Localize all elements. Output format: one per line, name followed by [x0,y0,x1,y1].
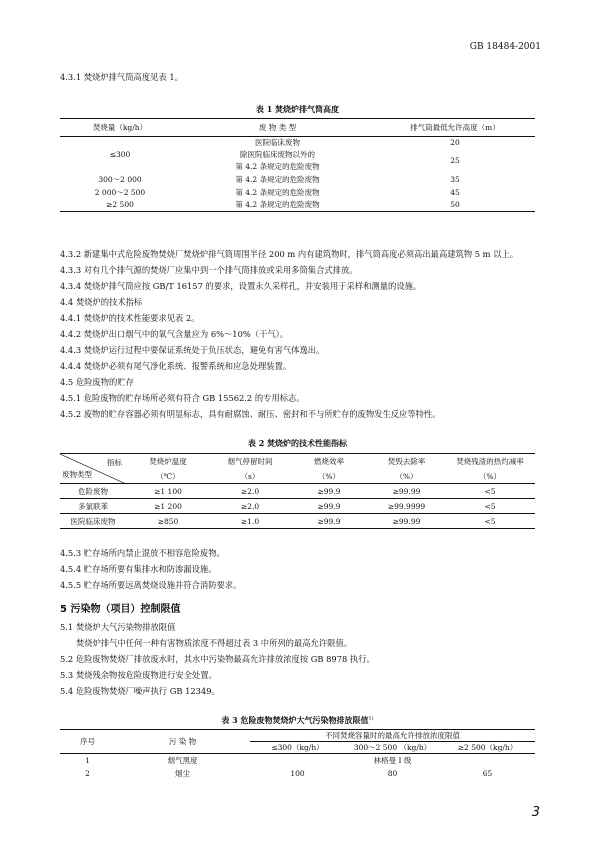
table1-height-0: 20 [450,138,460,148]
table1-type-4: 第 4.2 条规定的危险废物 [235,187,320,197]
table3-header-no: 序号 [80,737,95,746]
table3-row-merged-value: 林格曼 I 级 [373,755,412,765]
table3-cell: 100 [290,768,305,778]
table2-cell: <5 [484,501,496,511]
clause-4-5: 4.5 危险废物的贮存 [60,377,134,387]
table1-amount-4: 2 000～2 500 [94,187,146,197]
clause-4-3-3: 4.3.3 对有几个排气源的焚烧厂应集中到一个排气筒排放或采用多筒集合式排放。 [60,265,358,275]
table2-cell: <5 [484,516,496,526]
table2-cell: ≥1 100 [154,486,182,496]
clause-5-3: 5.3 焚烧残余物按危险废物进行安全处置。 [60,670,217,680]
table1-type-5: 第 4.2 条规定的危险废物 [235,200,320,210]
table3-group-header: 不同焚烧容量时的最高允许排放浓度限值 [325,731,460,740]
table2-row-type: 多氯联苯 [78,501,108,511]
clause-4-4: 4.4 焚烧炉的技术指标 [60,297,143,307]
table1-height-5: 50 [450,200,460,210]
table2-cell: ≥99.99 [392,516,421,526]
table1-header-height: 排气筒最低允许高度（m） [410,123,500,132]
table2-row-type: 危险废物 [78,486,108,496]
clause-5-2: 5.2 危险废物焚烧厂排放废水时，其水中污染物最高允许排放浓度按 GB 8978 执行。 [60,654,375,664]
clause-4-5-2: 4.5.2 废物的贮存容器必须有明显标志，具有耐腐蚀、耐压、密封和不与所贮存的废物发生反应等特性。 [60,409,441,419]
table3-caption-note: 1) [368,715,374,722]
table2-cell: ≥99.9 [317,516,341,526]
table3-row-pollutant: 烟气黑度 [167,755,198,765]
table3-row-no: 2 [85,768,90,778]
table2-cell: ≥2.0 [240,501,260,511]
table1-height-4: 45 [450,187,460,197]
clause-5-1-body: 焚烧炉排气中任何一种有害物质浓度不得超过表 3 中所列的最高允许限值。 [76,638,353,648]
clause-5-1: 5.1 焚烧炉大气污染物排放限值 [60,622,176,632]
table2-caption: 表 2 焚烧炉的技术性能指标 [247,438,348,448]
table1 [60,118,535,212]
table2-row-type: 医院临床废物 [70,516,116,526]
clause-4-4-2: 4.4.2 焚烧炉出口烟气中的氧气含量应为 6%～10%（干气）。 [60,329,289,339]
table1-amount-1: ≤300 [109,150,131,160]
clause-4-3-4: 4.3.4 焚烧炉排气筒应按 GB/T 16157 的要求，设置永久采样孔，并安装用于采样和测量的设施。 [60,281,422,291]
section-5-title: 5 污染物（项目）控制限值 [60,604,181,615]
table2-cell: ≥99.9 [317,501,341,511]
table2-corner-top: 指标 [107,458,122,467]
page-number: 3 [531,805,540,820]
table2-cell: ≥1 200 [154,501,182,511]
table3-row-pollutant: 烟尘 [175,768,190,778]
table3 [60,729,535,780]
table2-corner-cell [60,454,126,484]
table3-row-no: 1 [85,755,90,765]
table2-header-temperature: 焚烧炉温度 （℃） [149,456,187,481]
clause-4-5-3: 4.5.3 贮存场所内禁止混放不相容危险废物。 [60,548,225,558]
clause-4-4-1: 4.4.1 焚烧炉的技术性能要求见表 2。 [60,313,200,323]
clause-4-3-1: 4.3.1 焚烧炉排气筒高度见表 1。 [60,72,183,82]
table3-caption: 表 3 危险废物焚烧炉大气污染物排放限值$^{1)}$ [221,715,374,725]
table3-cell: 65 [482,768,493,778]
table1-type-2: 第 4.2 条规定的危险废物 [235,162,320,171]
table2-cell: ≥99.99 [392,486,421,496]
clause-5-4: 5.4 危险废物焚烧厂噪声执行 GB 12349。 [60,686,220,696]
table3-subheader-medium: 300～2 500 （kg/h） [353,743,432,752]
clause-4-5-1: 4.5.1 危险废物的贮存场所必须有符合 GB 15562.2 的专用标志。 [60,393,305,403]
table2-cell: ≥99.9999 [387,501,426,511]
clause-4-4-3: 4.4.3 焚烧炉运行过程中要保证系统处于负压状态，避免有害气体逸出。 [60,345,325,355]
table3-subheader-small: ≤300（kg/h） [271,743,324,752]
table1-amount-3: 300～2 000 [98,174,142,184]
clause-4-3-2: 4.3.2 新建集中式危险废物焚烧厂焚烧炉排气筒周围半径 200 m 内有建筑物时，排气筒高度必须高出最高建筑物 5 m 以上。 [60,249,519,259]
table2-cell: ≥2.0 [240,486,260,496]
clause-4-4-4: 4.4.4 焚烧炉必须有尾气净化系统、报警系统和应急处理装置。 [60,361,292,371]
table1-type-3: 第 4.2 条规定的危险废物 [235,174,320,184]
table2-header-efficiency: 燃烧效率 （%） [314,456,344,481]
table2-cell: <5 [484,486,496,496]
clause-4-5-4: 4.5.4 贮存场所要有集排水和防渗漏设施。 [60,564,217,574]
table2-cell: ≥850 [157,516,179,526]
table1-height-3: 35 [450,174,460,184]
table2-cell: ≥1.0 [240,516,260,526]
standard-number: GB 18484-2001 [469,42,541,52]
table2-header-removal: 焚毁去除率 （%） [387,456,426,481]
clause-4-5-5: 4.5.5 贮存场所要远离焚烧设施并符合消防要求。 [60,580,242,590]
table2-header-ignition-loss: 焚烧残渣的热灼减率 （%） [456,456,524,481]
table1-type-0: 医院临床废物 [255,138,300,148]
table2-corner-bottom: 废物类型 [62,470,92,479]
table1-height-1: 25 [450,156,460,165]
table3-cell: 80 [387,768,398,778]
table3-subheader-large: ≥2 500（kg/h） [457,743,518,752]
table2-cell: ≥99.9 [317,486,341,496]
table1-caption: 表 1 焚烧炉排气筒高度 [255,104,340,114]
table1-type-1: 除医院临床废物以外的 [240,150,315,159]
table3-header-pollutant: 污 染 物 [168,737,197,746]
table2 [60,453,535,529]
table1-amount-5: ≥2 500 [106,200,134,210]
table1-header-amount: 焚烧量（kg/h） [92,123,148,132]
table1-header-type: 废 物 类 型 [258,123,297,132]
table2-header-residence: 烟气停留时间 （s） [227,456,273,481]
